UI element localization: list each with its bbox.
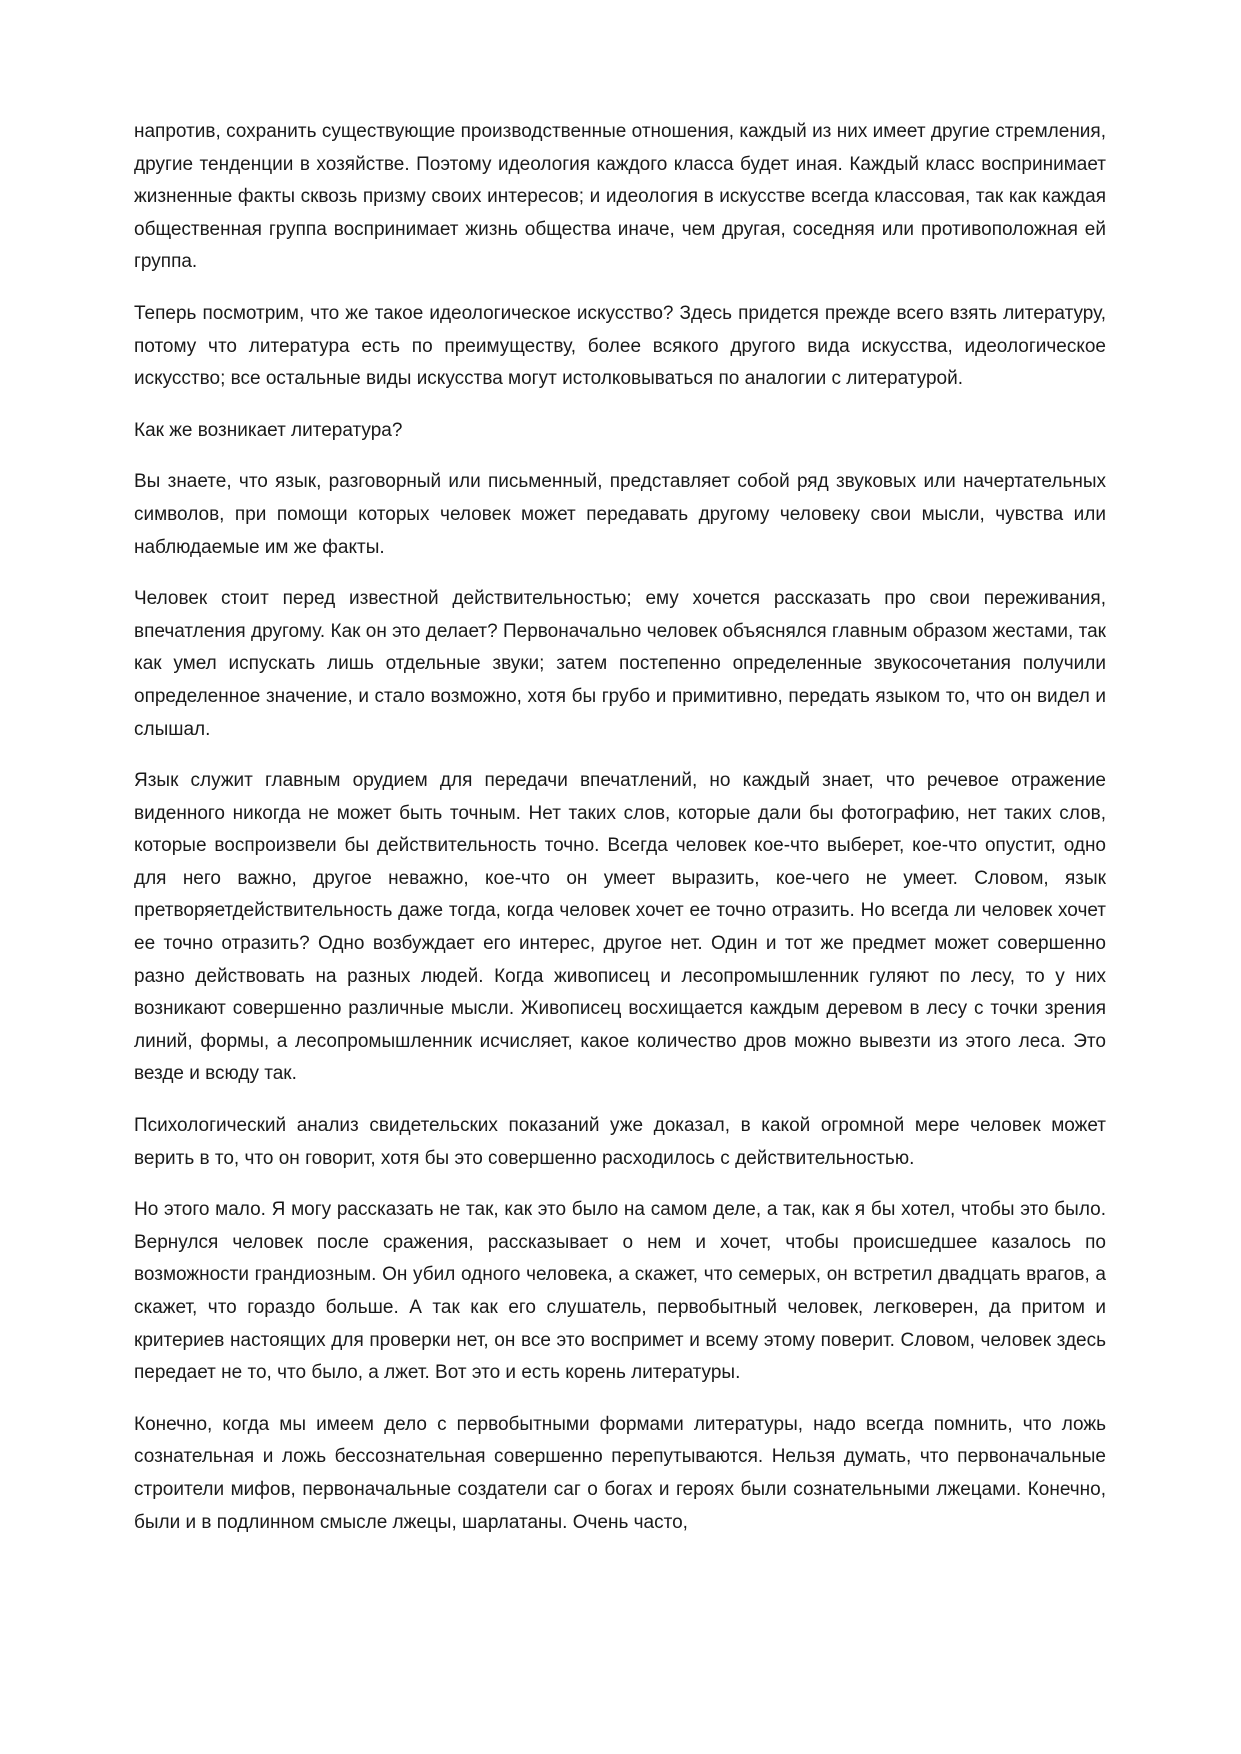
paragraph-2: Теперь посмотрим, что же такое идеологическое искусство? Здесь придется прежде всего взять литературу, потому что литература есть по преимуществу, более всякого другого вида искусства, идеологическое искусство; все остальные виды искусства могут истолковываться по аналогии с литературой. xyxy=(134,302,1106,390)
paragraph-1: напротив, сохранить существующие производственные отношения, каждый из них имеет другие стремления, другие тенденции в хозяйстве. Поэтому идеология каждого класса будет иная. Каждый класс воспринимает жизненные факты сквозь призму своих интересов; и идеология в искусстве всегда классовая, так как каждая общественная группа воспринимает жизнь общества иначе, чем другая, соседняя или противоположная ей группа. xyxy=(134,121,1106,273)
paragraph-8: Но этого мало. Я могу рассказать не так, как это было на самом деле, а так, как я бы хотел, чтобы это было. Вернулся человек после сражения, рассказывает о нем и хочет, чтобы происшедшее казалось по возможности грандиозным. Он убил одного человека, а скажет, что семерых, он встретил двадцать врагов, а скажет, что гораздо больше. А так как его слушатель, первобытный человек, легковерен, да притом и критериев настоящих для проверки нет, он все это воспримет и всему этому поверит. Словом, человек здесь передает не то, что было, а лжет. Вот это и есть корень литературы. xyxy=(134,1199,1106,1384)
paragraph-5: Человек стоит перед известной действительностью; ему хочется рассказать про свои переживания, впечатления другому. Как он это делает? Первоначально человек объяснялся главным образом жестами, так как умел испускать лишь отдельные звуки; затем постепенно определенные звукосочетания получили определенное значение, и стало возможно, хотя бы грубо и примитивно, передать языком то, что он видел и слышал. xyxy=(134,588,1106,740)
paragraph-3: Как же возникает литература? xyxy=(134,419,403,441)
paragraph-7: Психологический анализ свидетельских показаний уже доказал, в какой огромной мере человек может верить в то, что он говорит, хотя бы это совершенно расходилось с действительностью. xyxy=(134,1115,1106,1169)
paragraph-9: Конечно, когда мы имеем дело с первобытными формами литературы, надо всегда помнить, что ложь сознательная и ложь бессознательная совершенно перепутываются. Нельзя думать, что первоначальные строители мифов, первоначальные создатели саг о богах и героях были сознательными лжецами. Конечно, были и в подлинном смысле лжецы, шарлатаны. Очень часто, xyxy=(134,1413,1106,1533)
paragraph-6: Язык служит главным орудием для передачи впечатлений, но каждый знает, что речевое отражение виденного никогда не может быть точным. Нет таких слов, которые дали бы фотографию, нет таких слов, которые воспроизвели бы действительность точно. Всегда человек кое-что выберет, кое-что опустит, одно для него важно, другое неважно, кое-что он умеет выразить, кое-чего не умеет. Словом, язык претворяетдействительность даже тогда, когда человек хочет ее точно отразить. Но всегда ли человек хочет ее точно отразить? Одно возбуждает его интерес, другое нет. Один и тот же предмет может совершенно разно действовать на разных людей. Когда живописец и лесопромышленник гуляют по лесу, то у них возникают совершенно различные мысли. Живописец восхищается каждым деревом в лесу с точки зрения линий, формы, а лесопромышленник исчисляет, какое количество дров можно вывезти из этого леса. Это везде и всюду так. xyxy=(134,770,1106,1085)
paragraph-4: Вы знаете, что язык, разговорный или письменный, представляет собой ряд звуковых или начертательных символов, при помощи которых человек может передавать другому человеку свои мысли, чувства или наблюдаемые им же факты. xyxy=(134,471,1106,558)
body-text xyxy=(134,116,1106,1558)
